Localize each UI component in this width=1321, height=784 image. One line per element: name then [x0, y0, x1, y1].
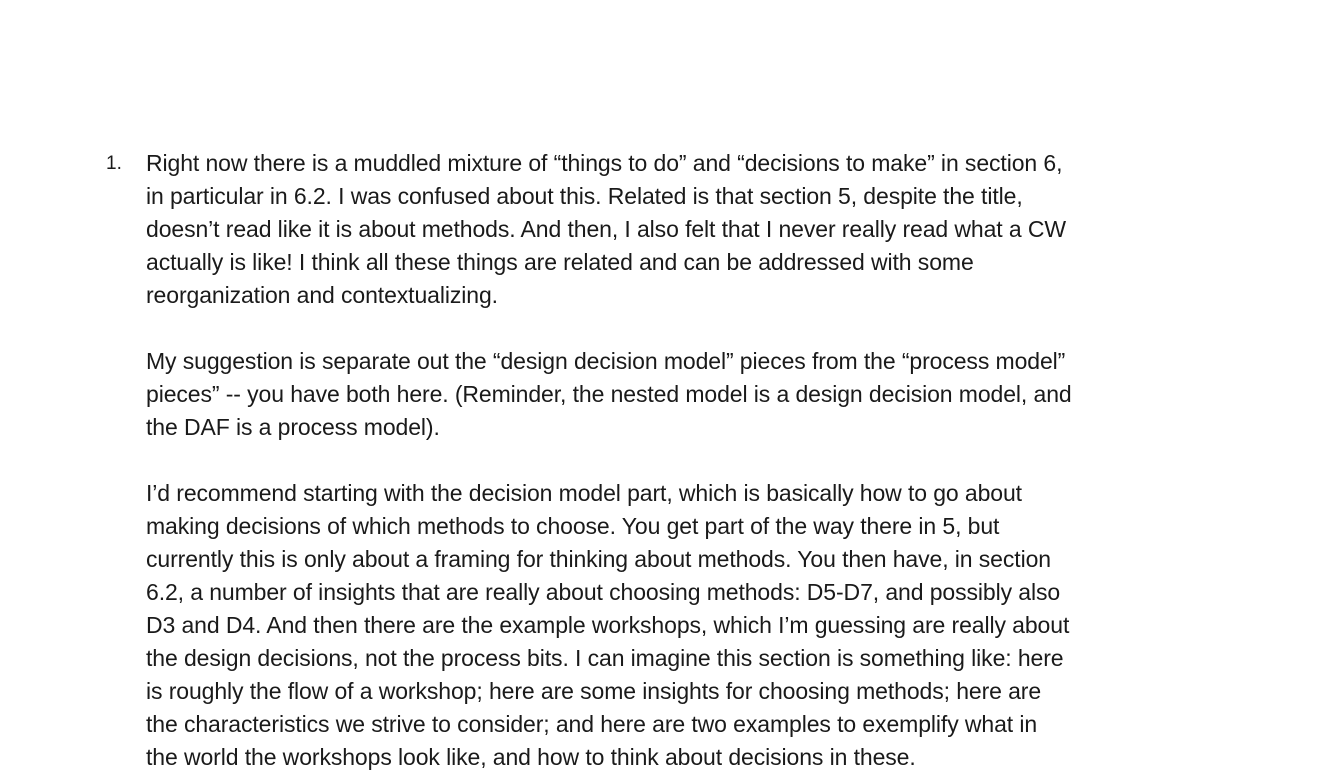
- list-item-body: [146, 147, 1196, 774]
- paragraph-line: is roughly the flow of a workshop; here are some insights for choosing methods; here are: [146, 678, 1042, 704]
- paragraph-line: the world the workshops look like, and how to think about decisions in these.: [146, 744, 916, 770]
- paragraph-line: Right now there is a muddled mixture of “things to do” and “decisions to make” in section 6,: [146, 150, 1063, 176]
- paragraph-line: 6.2, a number of insights that are really about choosing methods: D5-D7, and possibly also: [146, 579, 1061, 605]
- paragraph-line: actually is like! I think all these things are related and can be addressed with some: [146, 249, 974, 275]
- paragraph-line: doesn’t read like it is about methods. And then, I also felt that I never really read what a CW: [146, 216, 1066, 242]
- paragraph-line: reorganization and contextualizing.: [146, 282, 498, 308]
- paragraph-line: I’d recommend starting with the decision model part, which is basically how to go about: [146, 480, 1022, 506]
- paragraph-line: the DAF is a process model).: [146, 414, 440, 440]
- paragraph-line: the design decisions, not the process bits. I can imagine this section is something like: here: [146, 645, 1064, 671]
- paragraph-1: [146, 147, 1196, 312]
- paragraph-line: the characteristics we strive to consider; and here are two examples to exemplify what in: [146, 711, 1038, 737]
- paragraph-line: D3 and D4. And then there are the example workshops, which I’m guessing are really about: [146, 612, 1070, 638]
- paragraph-line: currently this is only about a framing for thinking about methods. You then have, in section: [146, 546, 1051, 572]
- paragraph-line: making decisions of which methods to choose. You get part of the way there in 5, but: [146, 513, 1000, 539]
- paragraph-line: My suggestion is separate out the “design decision model” pieces from the “process model”: [146, 348, 1066, 374]
- paragraph-line: pieces” -- you have both here. (Reminder, the nested model is a design decision model, and: [146, 381, 1072, 407]
- paragraph-2: [146, 345, 1196, 444]
- paragraph-3: [146, 477, 1196, 774]
- list-number: 1.: [106, 153, 122, 174]
- paragraph-line: in particular in 6.2. I was confused about this. Related is that section 5, despite the title,: [146, 183, 1023, 209]
